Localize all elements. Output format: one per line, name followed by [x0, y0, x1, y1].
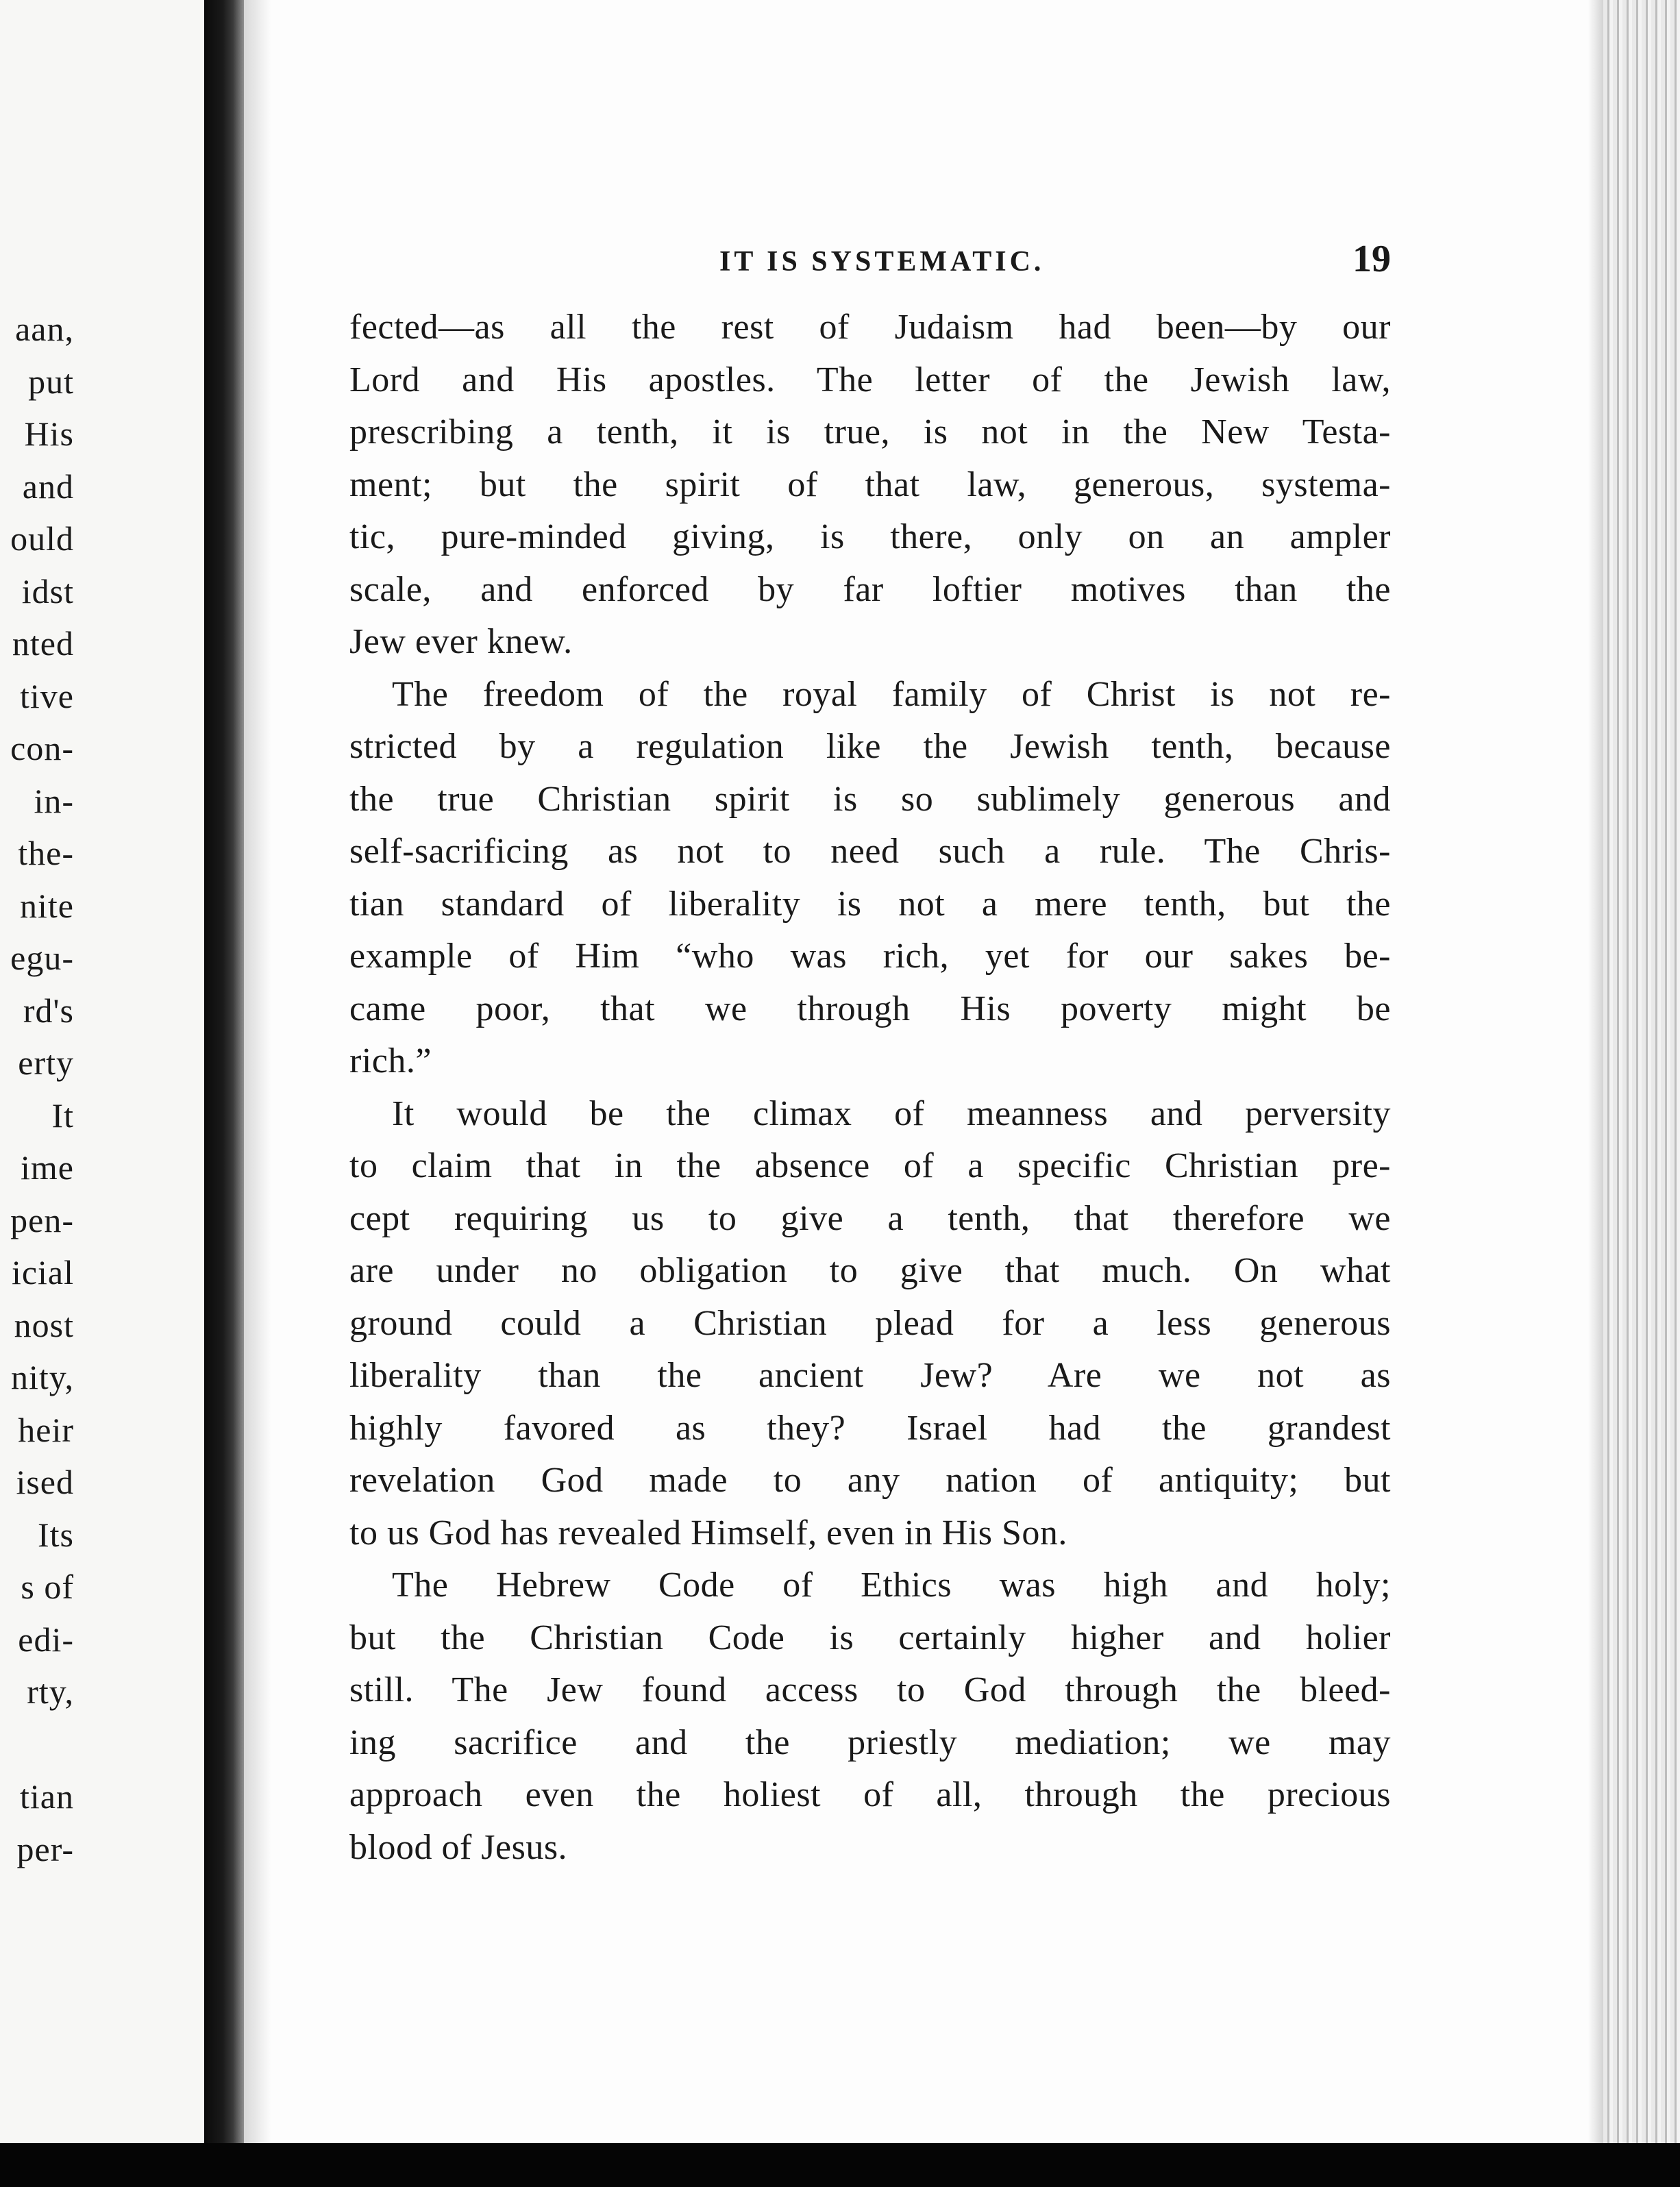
left-fragment: ould — [10, 519, 74, 558]
left-fragment: egu- — [10, 939, 74, 977]
paragraph — [349, 1088, 1391, 1560]
left-fragment: nite — [20, 886, 74, 925]
left-page-text-fragments — [0, 303, 74, 1875]
left-fragment: His — [24, 415, 74, 453]
text-line: ment; but the spirit of that law, generous, systema- — [349, 465, 1391, 504]
left-fragment: erty — [18, 1043, 74, 1082]
text-line: to claim that in the absence of a specific Christian pre- — [349, 1146, 1391, 1185]
left-fragment: put — [28, 362, 74, 401]
left-fragment: Its — [38, 1515, 74, 1554]
text-line: the true Christian spirit is so sublimely generous and — [349, 779, 1391, 819]
left-fragment: ised — [16, 1463, 74, 1501]
body-text — [349, 301, 1391, 1874]
text-line: Jew ever knew. — [349, 622, 573, 661]
book-page — [349, 233, 1391, 1874]
left-fragment: pen- — [10, 1200, 74, 1239]
text-line: The freedom of the royal family of Christ is not re- — [392, 674, 1391, 714]
left-fragment: ime — [21, 1148, 74, 1187]
text-line: scale, and enforced by far loftier motives than the — [349, 569, 1391, 609]
running-head — [349, 233, 1391, 295]
left-fragment: the- — [18, 834, 74, 872]
text-line: cept requiring us to give a tenth, that therefore we — [349, 1198, 1391, 1238]
left-fragment: heir — [18, 1410, 74, 1449]
left-fragment: s of — [21, 1568, 74, 1606]
text-line: revelation God made to any nation of antiquity; but — [349, 1461, 1391, 1500]
left-fragment: con- — [10, 729, 74, 767]
scanner-border — [0, 2143, 1680, 2187]
left-fragment: rty, — [27, 1672, 74, 1711]
left-fragment: in- — [34, 781, 74, 820]
left-fragment: tian — [20, 1777, 74, 1816]
left-fragment: icial — [11, 1253, 74, 1292]
text-line: to us God has revealed Himself, even in His Son. — [349, 1513, 1067, 1553]
text-line: fected—as all the rest of Judaism had been—by our — [349, 308, 1391, 347]
left-fragment: rd's — [23, 991, 74, 1030]
page-number: 19 — [1352, 238, 1391, 280]
text-line: tian standard of liberality is not a mere tenth, but the — [349, 884, 1391, 924]
text-line: but the Christian Code is certainly higher and holier — [349, 1618, 1391, 1657]
text-line: are under no obligation to give that much. On what — [349, 1251, 1391, 1290]
text-line: ground could a Christian plead for a less generous — [349, 1303, 1391, 1343]
page-stack-edges — [1603, 0, 1680, 2187]
left-fragment: tive — [20, 676, 74, 715]
text-line: blood of Jesus. — [349, 1827, 568, 1867]
left-fragment: edi- — [18, 1620, 74, 1659]
text-line: approach even the holiest of all, through the precious — [349, 1775, 1391, 1814]
page-edge-shadow — [1588, 0, 1605, 2187]
left-fragment: per- — [16, 1829, 74, 1868]
left-fragment: idst — [21, 571, 74, 610]
gutter-fade — [244, 0, 271, 2145]
text-line: came poor, that we through His poverty might be — [349, 989, 1391, 1028]
left-fragment: nity, — [10, 1358, 74, 1396]
left-fragment: and — [22, 467, 74, 506]
paragraph — [349, 1559, 1391, 1874]
text-line: prescribing a tenth, it is true, is not in the New Testa- — [349, 412, 1391, 452]
text-line: Lord and His apostles. The letter of the Jewish law, — [349, 360, 1391, 399]
text-line: rich.” — [349, 1041, 432, 1080]
left-fragment: aan, — [15, 310, 74, 348]
left-fragment: nost — [14, 1305, 74, 1344]
text-line: ing sacrifice and the priestly mediation; we may — [349, 1722, 1391, 1762]
text-line: tic, pure-minded giving, is there, only on an ampler — [349, 517, 1391, 556]
text-line: stricted by a regulation like the Jewish tenth, because — [349, 727, 1391, 766]
text-line: example of Him “who was rich, yet for our sakes be- — [349, 937, 1391, 976]
paragraph — [349, 301, 1391, 669]
left-fragment — [0, 1718, 74, 1771]
text-line: It would be the climax of meanness and perversity — [392, 1094, 1391, 1133]
text-line: liberality than the ancient Jew? Are we not as — [349, 1356, 1391, 1395]
left-fragment: nted — [12, 624, 74, 663]
paragraph — [349, 669, 1391, 1088]
left-facing-page — [0, 0, 206, 2187]
left-fragment: It — [51, 1096, 74, 1135]
text-line: self-sacrificing as not to need such a rule. The Chris- — [349, 832, 1391, 871]
text-line: highly favored as they? Israel had the grandest — [349, 1408, 1391, 1448]
text-line: still. The Jew found access to God through the bleed- — [349, 1670, 1391, 1709]
text-line: The Hebrew Code of Ethics was high and holy; — [392, 1566, 1391, 1605]
book-gutter-shadow — [204, 0, 245, 2145]
running-head-title: IT IS SYSTEMATIC. — [719, 246, 1045, 277]
